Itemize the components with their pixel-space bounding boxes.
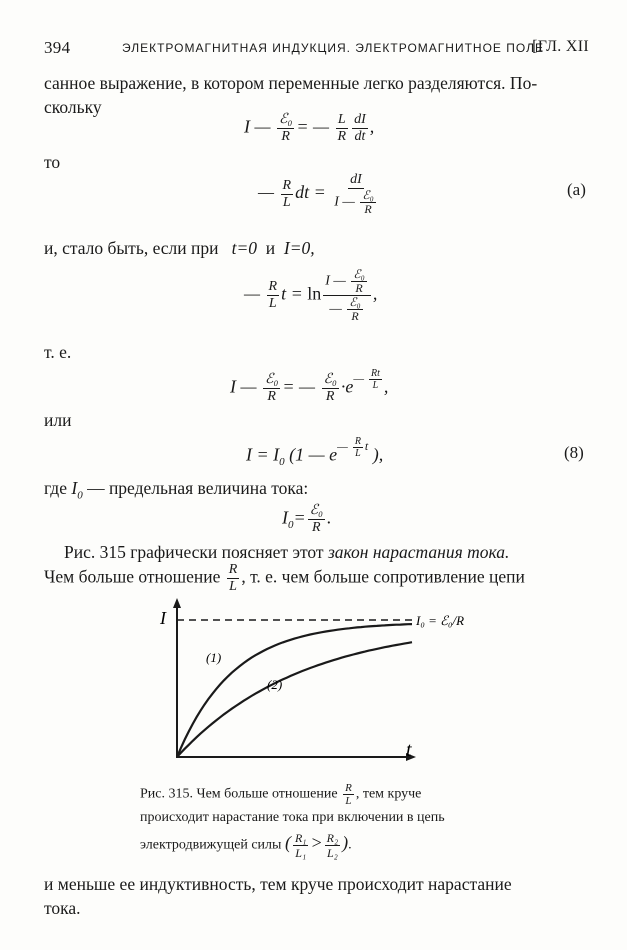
- figure-caption: [140, 782, 490, 860]
- caption-line-3: электродвижущей силы ( $\frac{\text{R₁}}{\text{L₁}}$ > $\frac{\text{R₂}}{\text{L₂}}$ ).: [140, 831, 352, 860]
- paragraph-2: [44, 236, 315, 260]
- running-title: ЭЛЕКТРОМАГНИТНАЯ ИНДУКЦИЯ. ЭЛЕКТРОМАГНИТНОЕ ПОЛЕ: [122, 41, 544, 55]
- y-axis-arrow: [173, 598, 181, 608]
- text-line: скольку: [44, 97, 102, 117]
- equation-number-a: (a): [567, 180, 586, 199]
- equation-4: I — $\frac{\text{ℰ₀}}{R}$ = — $\frac{\text{ℰ₀}}{R}$ $\cdot e^{— \frac{Rt}{L}}$ ,: [230, 368, 389, 404]
- paragraph-where: где $I_0$ — предельная величина тока:: [44, 478, 309, 502]
- equation-a: — $\frac{R}{L}$ dt = dI I — $\frac{\text{ℰ₀}}{R}$: [258, 172, 374, 216]
- figure-315: [150, 598, 480, 778]
- asymptote-label: I₀ = ℰ₀/R: [416, 613, 465, 628]
- x-axis-label: t: [406, 739, 412, 761]
- text-line: и меньше ее индуктивность, тем круче происходит нарастание: [44, 874, 512, 894]
- text-span: где: [44, 478, 67, 498]
- word-te: т. е.: [44, 342, 72, 362]
- curve-1: [177, 624, 412, 757]
- text-span: закон нарастания тока.: [327, 542, 510, 562]
- chapter-label: [ГЛ. XII: [532, 38, 589, 55]
- text-line: тока.: [44, 898, 81, 918]
- paragraph-4: Чем больше отношение $\frac{R}{L}$ , т. е. чем больше сопротивление цепи: [44, 562, 525, 594]
- equation-i0: $I_0=$ $\frac{\text{ℰ₀}}{R}$ .: [282, 503, 332, 535]
- caption-line-1: Рис. 315. Чем больше отношение $\frac{R}{L}$ , тем круче: [140, 782, 422, 807]
- word-to: то: [44, 152, 61, 172]
- page-header: [44, 38, 589, 60]
- text-span: и: [265, 238, 276, 258]
- paragraph-3: [64, 540, 594, 564]
- equation-8: $I = I_0$ (1 — $e^{— \frac{R}{L} t}$ ),: [246, 436, 384, 468]
- text-span: Рис. 315. Чем больше отношение: [140, 786, 338, 802]
- text-span: — предельная величина тока:: [87, 478, 309, 498]
- equation-1: I — $\frac{\text{ℰ₀}}{R}$ = — $\frac{L}{R}$ $\frac{dI}{dt}$ ,: [244, 112, 375, 144]
- y-axis-label: I: [160, 608, 166, 628]
- curve-1-label: (1): [206, 650, 222, 665]
- text-span: I=0,: [283, 238, 315, 258]
- curve-2-label: (2): [267, 677, 283, 692]
- text-span: и, стало быть, если при: [44, 238, 219, 258]
- equation-3: — $\frac{R}{L}$ t = ln I — $\frac{\text{ℰ₀}}{R}$ — $\frac{\text{ℰ₀}}{R}$ ,: [244, 267, 378, 323]
- text-line: санное выражение, в котором переменные легко разделяются. По-: [44, 73, 538, 93]
- text-span: , т. е. чем больше сопротивление цепи: [241, 566, 525, 587]
- text-span: Чем больше отношение: [44, 566, 221, 587]
- text-span: Рис. 315 графически поясняет этот: [64, 542, 328, 562]
- paragraph-final: [44, 872, 594, 920]
- caption-line-2: происходит нарастание тока при включении в цепь: [140, 810, 445, 825]
- text-span: , тем круче: [355, 786, 422, 802]
- page-number: 394: [44, 38, 71, 57]
- text-span: t=0: [231, 238, 258, 258]
- equation-number-8: (8): [564, 443, 584, 462]
- word-ili: или: [44, 410, 72, 430]
- text-span: электродвижущей силы: [140, 837, 282, 853]
